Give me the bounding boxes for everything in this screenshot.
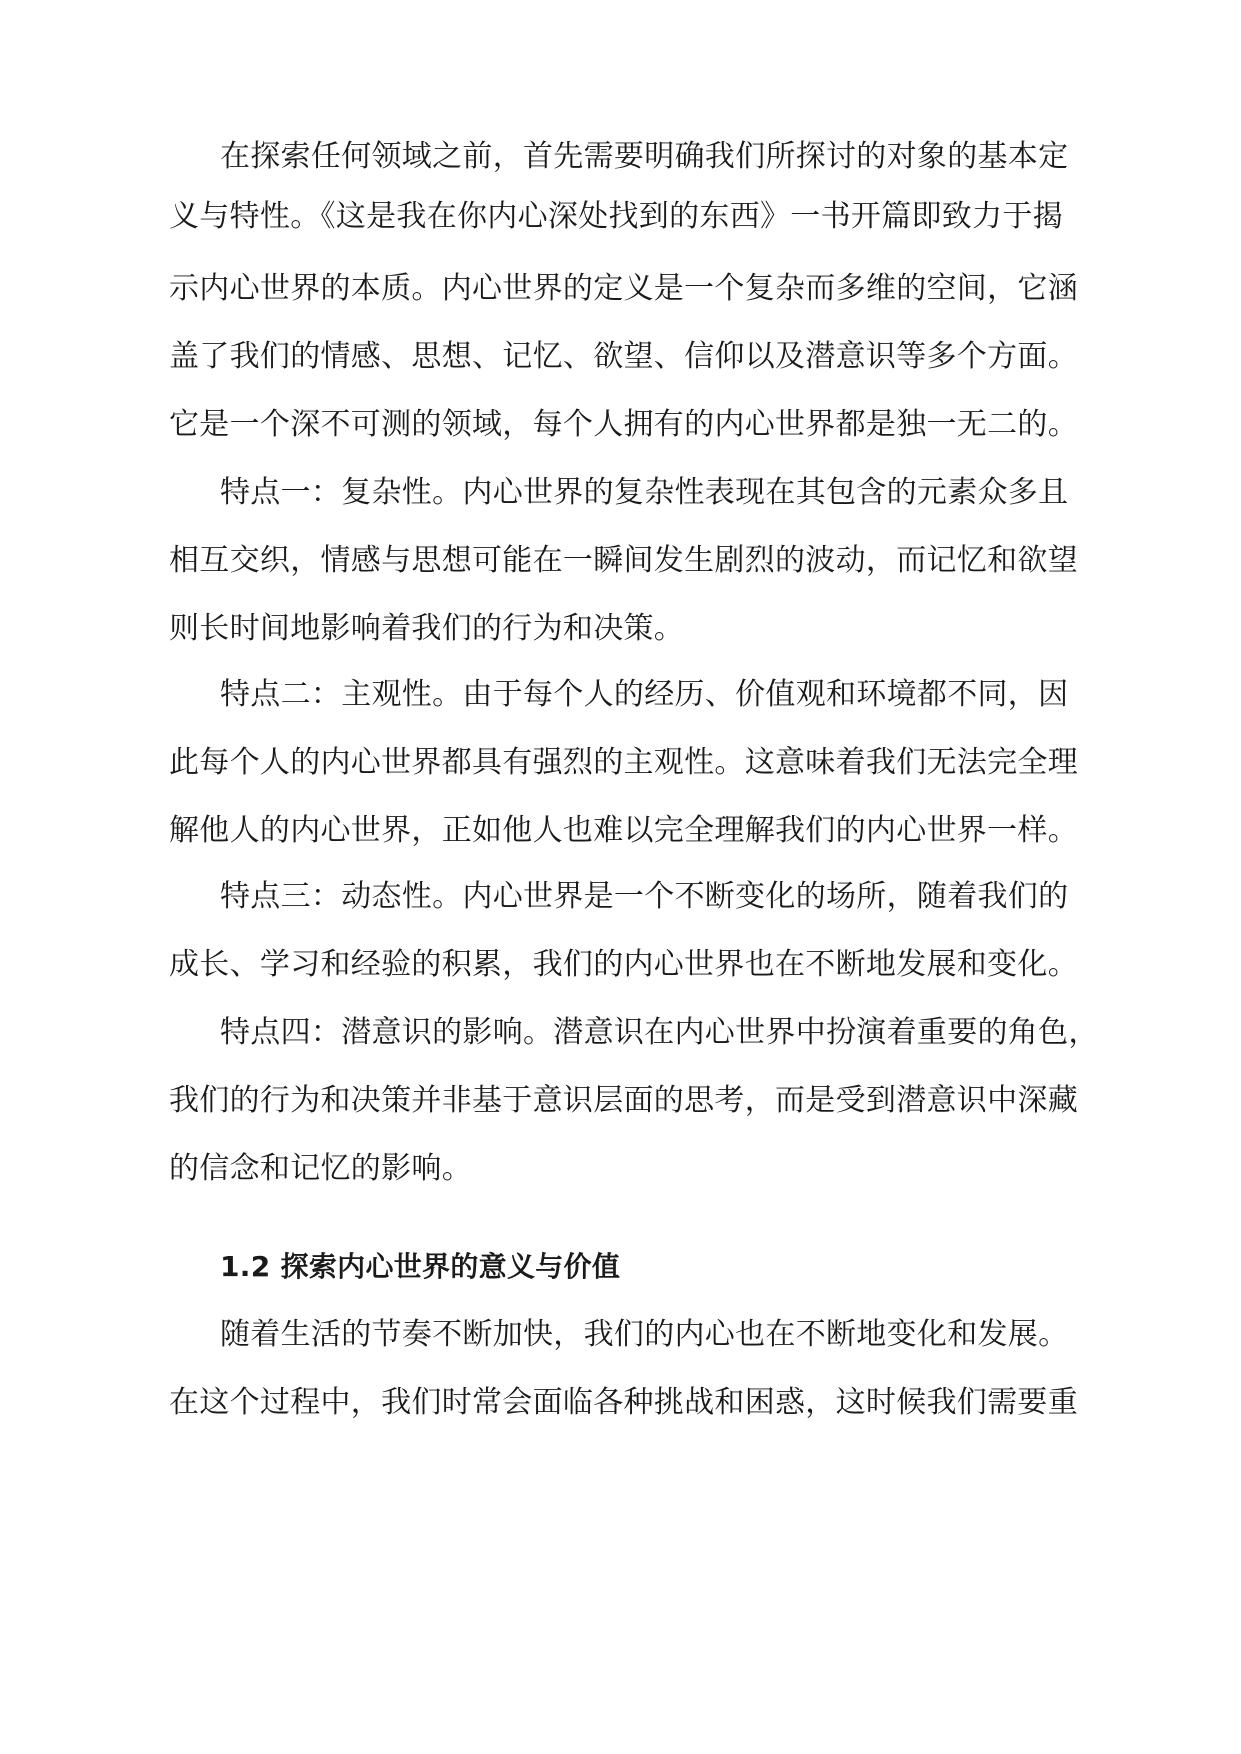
paragraph-5-line-1: 特点四：潜意识的影响。潜意识在内心世界中扮演着重要的角色， xyxy=(220,1015,1099,1050)
section-heading: 1.2 探索内心世界的意义与价值 xyxy=(220,1250,621,1283)
paragraph-4-line-1: 特点三：动态性。内心世界是一个不断变化的场所，随着我们的 xyxy=(220,879,1069,914)
paragraph-1-line-4: 盖了我们的情感、思想、记忆、欲望、信仰以及潜意识等多个方面。 xyxy=(169,339,1078,374)
paragraph-2-line-3: 则长时间地影响着我们的行为和决策。 xyxy=(169,611,685,646)
paragraph-4-line-2: 成长、学习和经验的积累，我们的内心世界也在不断地发展和变化。 xyxy=(169,947,1078,982)
paragraph-3-line-2: 此每个人的内心世界都具有强烈的主观性。这意味着我们无法完全理 xyxy=(169,745,1078,780)
paragraph-3-line-3: 解他人的内心世界，正如他人也难以完全理解我们的内心世界一样。 xyxy=(169,813,1078,848)
paragraph-5-line-2: 我们的行为和决策并非基于意识层面的思考，而是受到潜意识中深藏 xyxy=(169,1083,1078,1118)
final-paragraph-line-2: 在这个过程中，我们时常会面临各种挑战和困惑，这时候我们需要重 xyxy=(169,1385,1078,1420)
paragraph-1-line-1: 在探索任何领域之前，首先需要明确我们所探讨的对象的基本定 xyxy=(220,139,1069,174)
paragraph-2-line-1: 特点一：复杂性。内心世界的复杂性表现在其包含的元素众多且 xyxy=(220,475,1069,510)
final-paragraph-line-1: 随着生活的节奏不断加快，我们的内心也在不断地变化和发展。 xyxy=(220,1317,1069,1352)
paragraph-1-line-3: 示内心世界的本质。内心世界的定义是一个复杂而多维的空间，它涵 xyxy=(169,271,1078,306)
paragraph-3-line-1: 特点二：主观性。由于每个人的经历、价值观和环境都不同，因 xyxy=(220,677,1069,712)
paragraph-2-line-2: 相互交织，情感与思想可能在一瞬间发生剧烈的波动，而记忆和欲望 xyxy=(169,543,1078,578)
paragraph-5-line-3: 的信念和记忆的影响。 xyxy=(169,1151,472,1186)
paragraph-1-line-2: 义与特性。《这是我在你内心深处找到的东西》一书开篇即致力于揭 xyxy=(169,199,1063,234)
paragraph-1-line-5: 它是一个深不可测的领域，每个人拥有的内心世界都是独一无二的。 xyxy=(169,407,1078,442)
